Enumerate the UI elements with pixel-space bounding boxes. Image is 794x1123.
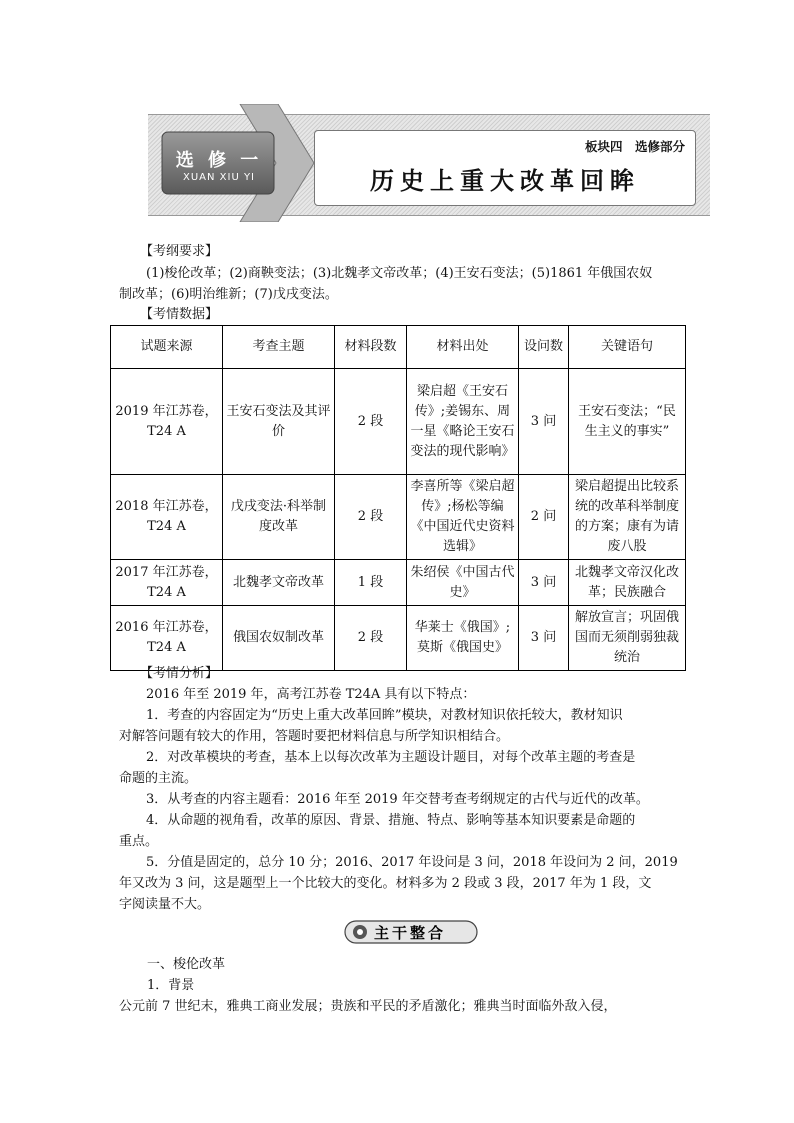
table-cell: 1 段 xyxy=(335,560,407,606)
data-heading: 【考情数据】 xyxy=(140,307,219,322)
table-cell: 梁启超《王安石传》;姜锡东、周一星《略论王安石变法的现代影响》 xyxy=(407,369,519,475)
table-cell: 2019 年江苏卷，T24 A xyxy=(111,369,223,475)
body-text: 公元前 7 世纪末，雅典工商业发展；贵族和平民的矛盾激化；雅典当时面临外敌入侵， xyxy=(119,999,617,1014)
analysis-intro: 2016 年至 2019 年，高考江苏卷 T24A 具有以下特点： xyxy=(146,687,476,702)
table-cell: 2018 年江苏卷，T24 A xyxy=(111,475,223,560)
table-cell: 2 段 xyxy=(335,606,407,671)
section-badge-label: 主干整合 xyxy=(374,924,447,942)
analysis-point-5-cont: 年又改为 3 问，这是题型上一个比较大的变化。材料多为 2 段或 3 段，2017 年为 1 段，文 xyxy=(119,876,652,891)
table-cell: 梁启超提出比较系统的改革科举制度的方案；康有为请废八股 xyxy=(569,475,686,560)
table-cell: 王安石变法；“民生主义的事实” xyxy=(569,369,686,475)
page-title: 历史上重大改革回眸 xyxy=(370,167,640,195)
table-cell: 2 段 xyxy=(335,475,407,560)
section-label: 板块四 选修部分 xyxy=(584,139,685,154)
table-cell: 李喜所等《梁启超传》;杨松等编《中国近代史资料选辑》 xyxy=(407,475,519,560)
table-cell: 朱绍侯《中国古代史》 xyxy=(407,560,519,606)
table-row xyxy=(111,369,686,475)
header-cell: 材料出处 xyxy=(407,326,519,369)
header-cell: 试题来源 xyxy=(111,326,223,369)
table-cell: 2016 年江苏卷，T24 A xyxy=(111,606,223,671)
header-cell: 材料段数 xyxy=(335,326,407,369)
header-cell: 考查主题 xyxy=(223,326,335,369)
header-cell: 设问数 xyxy=(519,326,569,369)
table-cell: 3 问 xyxy=(519,560,569,606)
table-row xyxy=(111,475,686,560)
table-cell: 3 问 xyxy=(519,369,569,475)
subsection-heading: 一、梭伦改革 xyxy=(147,957,226,972)
analysis-heading: 【考情分析】 xyxy=(140,666,219,681)
table-cell: 2 问 xyxy=(519,475,569,560)
table-cell: 北魏孝文帝汉化改革；民族融合 xyxy=(569,560,686,606)
analysis-point-2: 2．对改革模块的考查，基本上以每次改革为主题设计题目，对每个改革主题的考查是 xyxy=(146,750,636,765)
table-cell: 2 段 xyxy=(335,369,407,475)
table-row xyxy=(111,606,686,671)
table-cell: 北魏孝文帝改革 xyxy=(223,560,335,606)
title-panel xyxy=(314,130,696,206)
table-cell: 俄国农奴制改革 xyxy=(223,606,335,671)
requirements-line-1: (1)梭伦改革；(2)商鞅变法；(3)北魏孝文帝改革；(4)王安石变法；(5)1861 年俄国农奴 xyxy=(146,266,653,281)
requirements-heading: 【考纲要求】 xyxy=(140,244,219,259)
header-cell: 关键语句 xyxy=(569,326,686,369)
table-cell: 王安石变法及其评价 xyxy=(223,369,335,475)
table-cell: 2017 年江苏卷，T24 A xyxy=(111,560,223,606)
analysis-point-4-cont: 重点。 xyxy=(119,834,159,849)
table-cell: 3 问 xyxy=(519,606,569,671)
table-header-row xyxy=(111,326,686,369)
analysis-point-2-cont: 命题的主流。 xyxy=(119,771,198,786)
table-cell: 华莱士《俄国》;莫斯《俄国史》 xyxy=(407,606,519,671)
elective-tag: 选 修 一 xyxy=(175,150,263,171)
table-cell: 解放宣言；巩固俄国而无须削弱独裁统治 xyxy=(569,606,686,671)
analysis-point-1: 1．考查的内容固定为“历史上重大改革回眸”模块，对教材知识依托较大，教材知识 xyxy=(146,708,623,723)
elective-tag-pinyin: XUAN XIU YI xyxy=(182,172,256,183)
analysis-point-4: 4．从命题的视角看，改革的原因、背景、措施、特点、影响等基本知识要素是命题的 xyxy=(146,813,636,828)
analysis-point-3: 3．从考查的内容主题看：2016 年至 2019 年交替考查考纲规定的古代与近代的改革。 xyxy=(146,792,649,807)
analysis-point-5-end: 字阅读量不大。 xyxy=(119,897,211,912)
table-cell: 戊戌变法·科举制度改革 xyxy=(223,475,335,560)
requirements-line-2: 制改革；(6)明治维新；(7)戊戌变法。 xyxy=(119,287,338,302)
analysis-point-1-cont: 对解答问题有较大的作用，答题时要把材料信息与所学知识相结合。 xyxy=(119,729,510,744)
table-row xyxy=(111,560,686,606)
analysis-point-5: 5．分值是固定的，总分 10 分；2016、2017 年设问是 3 问，2018 年设问为 2 问，2019 xyxy=(146,855,678,870)
exam-data-table xyxy=(110,325,686,671)
chapter-banner xyxy=(148,104,710,222)
topic-heading: 1．背景 xyxy=(147,978,195,993)
